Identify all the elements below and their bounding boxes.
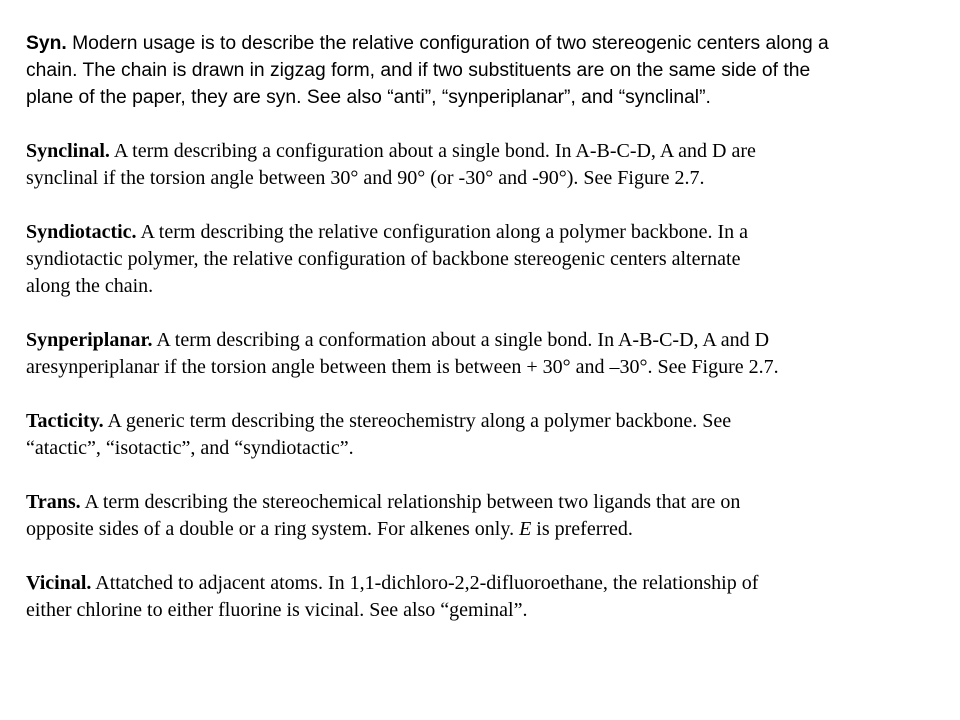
term-trans: Trans.	[26, 491, 81, 513]
definition-tail: is preferred.	[531, 518, 633, 540]
term-tacticity: Tacticity.	[26, 410, 104, 432]
definition-line: A term describing the stereochemical relationship between two ligands that are on	[80, 491, 741, 513]
glossary-page	[26, 30, 946, 651]
definition-line: A term describing a configuration about a single bond. In A-B-C-D, A and D are	[109, 140, 756, 162]
glossary-entry-synclinal	[26, 138, 946, 192]
glossary-entry-tacticity	[26, 408, 946, 462]
glossary-entry-vicinal	[26, 570, 946, 624]
glossary-entry-syndiotactic	[26, 219, 946, 300]
definition-line: A generic term describing the stereochemistry along a polymer backbone. See	[103, 410, 732, 432]
term-syndiotactic: Syndiotactic.	[26, 221, 137, 243]
definition-line: plane of the paper, they are syn. See also “anti”, “synperiplanar”, and “synclinal”.	[26, 87, 711, 108]
definition-line: either chlorine to either fluorine is vicinal. See also “geminal”.	[26, 599, 528, 621]
definition-line: A term describing the relative configuration along a polymer backbone. In a	[136, 221, 749, 243]
term-vicinal: Vicinal.	[26, 572, 92, 594]
definition-line: synclinal if the torsion angle between 30° and 90° (or -30° and -90°). See Figure 2.7.	[26, 167, 705, 189]
term-syn: Syn.	[26, 33, 67, 54]
definition-line: chain. The chain is drawn in zigzag form, and if two substituents are on the same side of the	[26, 60, 811, 81]
term-synclinal: Synclinal.	[26, 140, 110, 162]
definition-line: along the chain.	[26, 275, 154, 297]
glossary-entry-trans	[26, 489, 946, 543]
definition-line: aresynperiplanar if the torsion angle between them is between + 30° and –30°. See Figure 2.7.	[26, 356, 779, 378]
definition-line: opposite sides of a double or a ring system. For alkenes only.	[26, 518, 520, 540]
glossary-entry-syn	[26, 30, 946, 111]
italic-symbol-e: E	[519, 518, 532, 540]
term-synperiplanar: Synperiplanar.	[26, 329, 153, 351]
definition-line: syndiotactic polymer, the relative configuration of backbone stereogenic centers alternate	[26, 248, 741, 270]
definition-line: Attatched to adjacent atoms. In 1,1-dichloro-2,2-difluoroethane, the relationship of	[91, 572, 759, 594]
definition-line: “atactic”, “isotactic”, and “syndiotactic”.	[26, 437, 354, 459]
definition-line: A term describing a conformation about a single bond. In A-B-C-D, A and D	[152, 329, 770, 351]
definition-line: Modern usage is to describe the relative configuration of two stereogenic centers along a	[66, 33, 829, 54]
glossary-entry-synperiplanar	[26, 327, 946, 381]
